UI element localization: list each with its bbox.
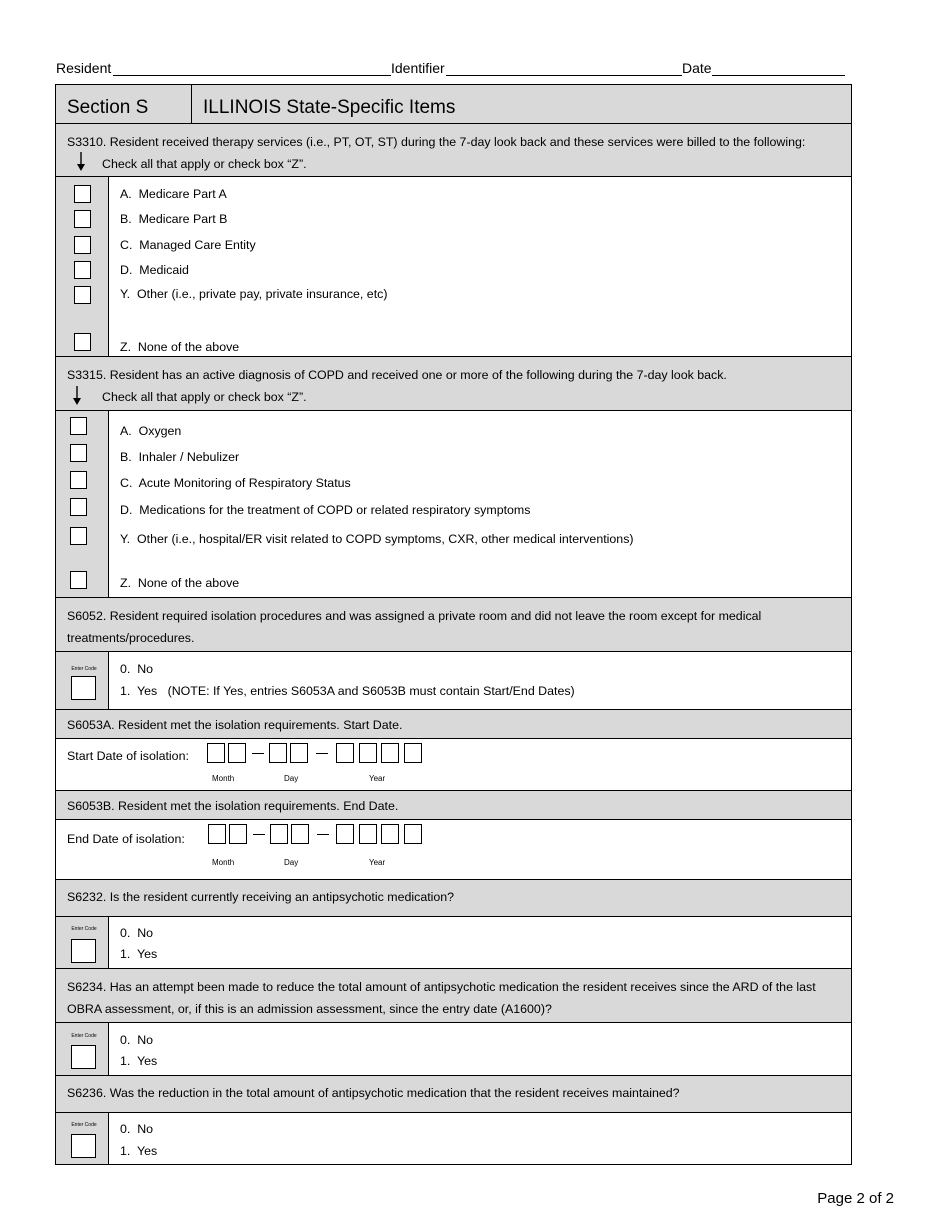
end-year-digit-4[interactable] (404, 824, 422, 844)
s6053b-question (56, 790, 851, 819)
s3310-option-d: D. Medicaid (120, 263, 189, 277)
section-label: Section S (56, 85, 192, 123)
s3315-option-d: D. Medications for the treatment of COPD or related respiratory symptoms (120, 503, 531, 517)
s3310-checkbox-a[interactable] (74, 185, 91, 203)
month-caption: Month (212, 774, 235, 783)
section-title-row (56, 85, 851, 123)
start-month-digit-2[interactable] (228, 743, 246, 763)
s6232-option-1: 1. Yes (120, 947, 158, 961)
s6236-option-0: 0. No (120, 1122, 154, 1136)
s3310-option-y: Y. Other (i.e., private pay, private insurance, etc) (120, 287, 388, 301)
month-caption: Month (212, 858, 235, 867)
s3310-option-a: A. Medicare Part A (120, 187, 227, 201)
date-separator (317, 834, 329, 835)
s6236-question (56, 1075, 851, 1112)
end-year-digit-3[interactable] (381, 824, 399, 844)
s3315-instruction: Check all that apply or check box “Z”. (102, 390, 307, 404)
s6053a-question-text: S6053A. Resident met the isolation requirements. Start Date. (67, 718, 403, 732)
s6234-question-line2: OBRA assessment, or, if this is an admission assessment, since the entry date (A1600)? (67, 1002, 552, 1016)
s3310-checkbox-y[interactable] (74, 286, 91, 304)
s6234-answer (56, 1022, 851, 1075)
s6053b-date-row (56, 819, 851, 879)
s3315-checkbox-a[interactable] (70, 417, 87, 435)
date-separator (316, 753, 328, 754)
end-day-digit-2[interactable] (291, 824, 309, 844)
s6232-option-0: 0. No (120, 926, 154, 940)
s6053a-date-row (56, 738, 851, 790)
s3315-options (56, 410, 851, 597)
down-arrow-icon (76, 152, 86, 172)
resident-field[interactable] (113, 75, 391, 76)
year-caption: Year (369, 774, 386, 783)
s3315-checkbox-b[interactable] (70, 444, 87, 462)
section-title: ILLINOIS State-Specific Items (203, 97, 456, 118)
s6052-option-0: 0. No (120, 662, 154, 676)
start-year-digit-1[interactable] (336, 743, 354, 763)
end-date-label: End Date of isolation: (67, 832, 185, 846)
s3310-checkbox-z[interactable] (74, 333, 91, 351)
s6234-option-0: 0. No (120, 1033, 154, 1047)
start-year-digit-2[interactable] (359, 743, 377, 763)
s3310-option-z: Z. None of the above (120, 340, 240, 354)
s3310-instruction: Check all that apply or check box “Z”. (102, 157, 307, 171)
end-year-digit-1[interactable] (336, 824, 354, 844)
s3315-checkbox-z[interactable] (70, 571, 87, 589)
date-field[interactable] (712, 75, 845, 76)
s6236-question-text: S6236. Was the reduction in the total amount of antipsychotic medication that the resident receives maintained? (67, 1086, 680, 1100)
s6234-option-1: 1. Yes (120, 1054, 158, 1068)
s6236-option-1: 1. Yes (120, 1144, 158, 1158)
s6236-code-column (56, 1113, 109, 1164)
s3310-options (56, 176, 851, 356)
enter-code-label: Enter Code (71, 1122, 97, 1128)
end-month-digit-1[interactable] (208, 824, 226, 844)
s6234-code-column (56, 1023, 109, 1075)
start-year-digit-3[interactable] (381, 743, 399, 763)
identifier-field[interactable] (446, 75, 682, 76)
resident-label: Resident (56, 60, 112, 76)
start-day-digit-1[interactable] (269, 743, 287, 763)
year-caption: Year (369, 858, 386, 867)
end-month-digit-2[interactable] (229, 824, 247, 844)
s6052-question-line2: treatments/procedures. (67, 631, 195, 645)
s3315-option-y: Y. Other (i.e., hospital/ER visit related to COPD symptoms, CXR, other medical interventions) (120, 532, 634, 546)
s3310-checkbox-c[interactable] (74, 236, 91, 254)
s6234-question (56, 968, 851, 1022)
s3315-checkbox-column (56, 411, 109, 597)
s6052-question-line1: S6052. Resident required isolation procedures and was assigned a private room and did not leave the room except for medical (67, 609, 762, 623)
enter-code-label: Enter Code (71, 666, 97, 672)
s6053a-question (56, 709, 851, 738)
s6232-answer (56, 916, 851, 968)
date-label: Date (682, 60, 712, 76)
s6234-question-line1: S6234. Has an attempt been made to reduce the total amount of antipsychotic medication the resident receives since the ARD of the last (67, 980, 816, 994)
s3315-option-z: Z. None of the above (120, 576, 240, 590)
start-year-digit-4[interactable] (404, 743, 422, 763)
enter-code-label: Enter Code (71, 926, 97, 932)
s6232-question (56, 879, 851, 916)
s6232-code-column (56, 917, 109, 968)
down-arrow-icon (72, 386, 82, 406)
s6052-code-box[interactable] (71, 676, 96, 700)
start-month-digit-1[interactable] (207, 743, 225, 763)
end-day-digit-1[interactable] (270, 824, 288, 844)
s3315-checkbox-c[interactable] (70, 471, 87, 489)
s6236-code-box[interactable] (71, 1134, 96, 1158)
s3310-option-c: C. Managed Care Entity (120, 238, 256, 252)
s6053b-question-text: S6053B. Resident met the isolation requirements. End Date. (67, 799, 399, 813)
s3310-checkbox-d[interactable] (74, 261, 91, 279)
identifier-label: Identifier (391, 60, 445, 76)
s6052-answer (56, 651, 851, 709)
s3315-checkbox-y[interactable] (70, 527, 87, 545)
s6234-code-box[interactable] (71, 1045, 96, 1069)
date-separator (253, 834, 265, 835)
s3315-option-b: B. Inhaler / Nebulizer (120, 450, 240, 464)
page-number: Page 2 of 2 (817, 1190, 894, 1207)
s3315-option-a: A. Oxygen (120, 424, 182, 438)
s3315-option-c: C. Acute Monitoring of Respiratory Status (120, 476, 351, 490)
s6236-answer (56, 1112, 851, 1164)
s6052-option-1: 1. Yes (NOTE: If Yes, entries S6053A and S6053B must contain Start/End Dates) (120, 684, 575, 698)
s3310-question-text: S3310. Resident received therapy services (i.e., PT, OT, ST) during the 7-day look back and these services were billed to the following: (67, 135, 806, 149)
s6052-code-column (56, 652, 109, 709)
section-s-form (55, 84, 852, 1165)
day-caption: Day (284, 774, 299, 783)
s3310-checkbox-b[interactable] (74, 210, 91, 228)
start-day-digit-2[interactable] (290, 743, 308, 763)
s3315-question (56, 356, 851, 410)
s6232-code-box[interactable] (71, 939, 96, 963)
s3315-checkbox-d[interactable] (70, 498, 87, 516)
start-date-label: Start Date of isolation: (67, 749, 189, 763)
s3310-checkbox-column (56, 177, 109, 356)
s3315-question-text: S3315. Resident has an active diagnosis of COPD and received one or more of the following during the 7-day look back. (67, 368, 727, 382)
end-year-digit-2[interactable] (359, 824, 377, 844)
s3310-option-b: B. Medicare Part B (120, 212, 228, 226)
s3310-question (56, 123, 851, 176)
date-separator (252, 753, 264, 754)
s6052-question (56, 597, 851, 651)
day-caption: Day (284, 858, 299, 867)
enter-code-label: Enter Code (71, 1033, 97, 1039)
s6232-question-text: S6232. Is the resident currently receiving an antipsychotic medication? (67, 890, 455, 904)
